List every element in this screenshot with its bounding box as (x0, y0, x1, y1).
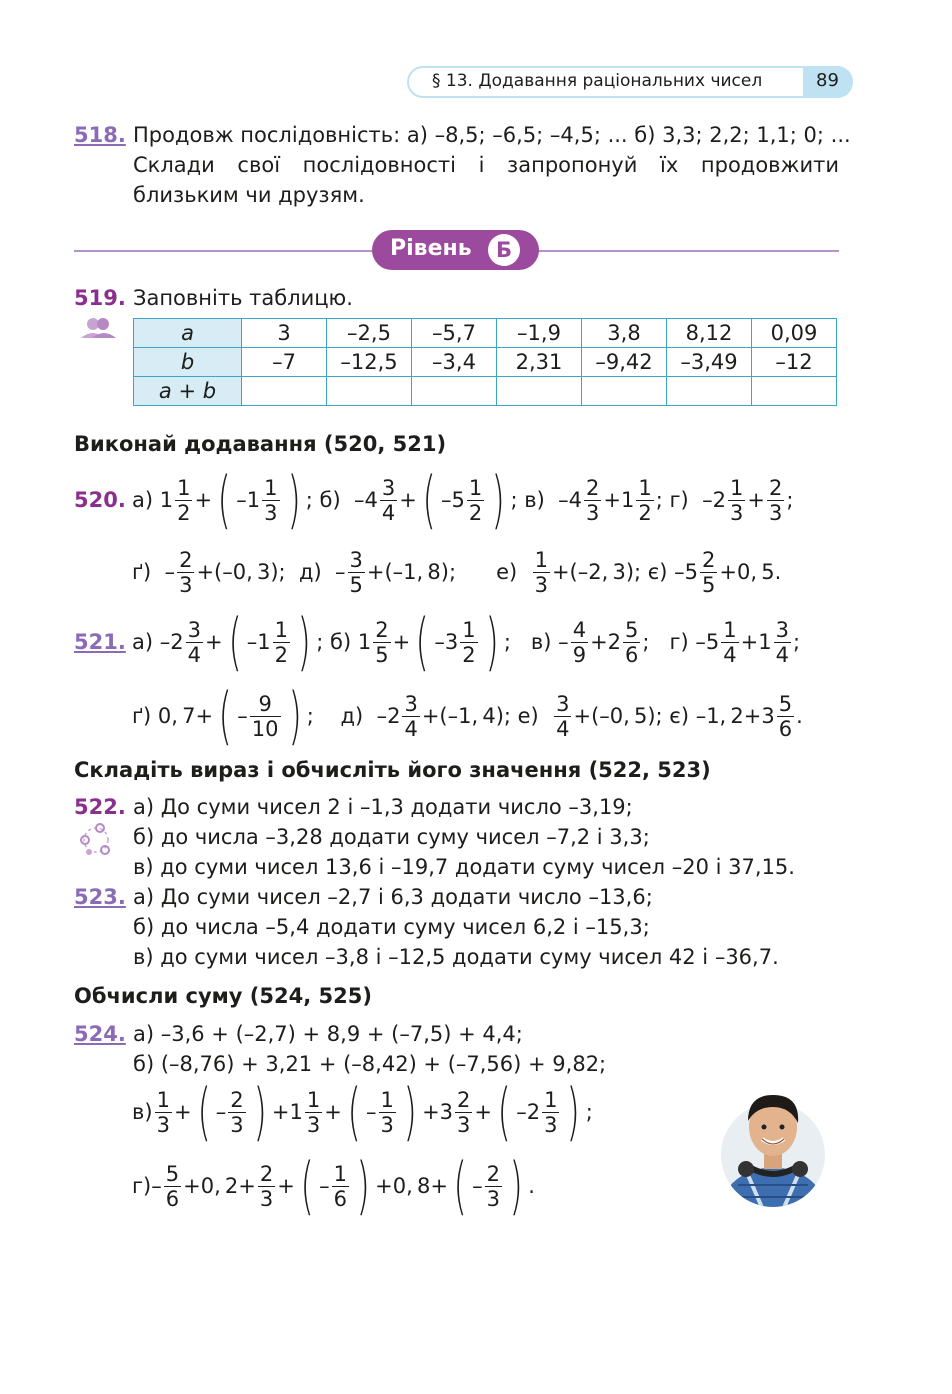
problem-524-b: б) (–8,76) + 3,21 + (–8,42) + (–7,56) + 9,82; (133, 1052, 607, 1076)
answer-cell[interactable] (752, 377, 837, 406)
problem-524-a: а) –3,6 + (–2,7) + 8,9 + (–7,5) + 4,4; (133, 1022, 523, 1046)
answer-cell[interactable] (667, 377, 752, 406)
problem-524-d: г)– $\frac{5}{6}$ +0, 2+ $\frac{2}{3}$ + ( – $\frac{1}{6}$ ) +0, 8+ ( – $\frac{2}{3}$ ) . (132, 1149, 535, 1222)
group-work-icon (78, 822, 114, 858)
problem-518-line3: близьким чи друзям. (133, 183, 365, 207)
table-cell: 2,31 (497, 348, 582, 377)
answer-cell[interactable] (242, 377, 327, 406)
answer-cell[interactable] (412, 377, 497, 406)
table-row (134, 348, 837, 377)
problem-522-b: б) до числа –3,28 додати суму чисел –7,2 і 3,3; (133, 825, 650, 849)
problem-519-number: 519. (74, 286, 126, 310)
table-cell: 3 (242, 319, 327, 348)
answer-cell[interactable] (327, 377, 412, 406)
row-a-label: a (134, 319, 242, 348)
answer-cell[interactable] (582, 377, 667, 406)
answer-cell[interactable] (497, 377, 582, 406)
table-cell: –9,42 (582, 348, 667, 377)
level-label: Рівень (390, 236, 472, 261)
table-cell: –3,4 (412, 348, 497, 377)
problem-520-number: 520. (74, 488, 126, 512)
problem-523-b: б) до числа –5,4 додати суму чисел 6,2 і –15,3; (133, 915, 650, 939)
table-cell: –12 (752, 348, 837, 377)
section-title-522-523: Складіть вираз і обчисліть його значення (522, 523) (74, 758, 711, 782)
level-letter: Б (488, 234, 520, 266)
page-number: 89 (816, 70, 839, 91)
header-title: § 13. Додавання раціональних чисел (432, 71, 763, 91)
problem-518-number: 518. (74, 123, 126, 147)
section-title-520-521: Виконай додавання (520, 521) (74, 432, 447, 456)
problem-519-table (133, 318, 837, 406)
table-cell: –5,7 (412, 319, 497, 348)
problem-518-line2: Склади свої послідовності і запропонуй їх продовжити (133, 153, 839, 177)
problem-522-a: а) До суми чисел 2 і –1,3 додати число –3,19; (133, 795, 633, 819)
problem-522-c: в) до суми чисел 13,6 і –19,7 додати суму чисел –20 і 37,15. (133, 855, 795, 879)
problem-520-row2: ґ) – $\frac{2}{3}$ +(–0, 3); д) – $\frac{3}{5}$ +(–1, 8); е) $\frac{1}{3}$ +(–2, 3); є) –5 $\frac{2}{5}$ +0, 5. (132, 547, 782, 597)
table-row (134, 377, 837, 406)
problem-521-row2: ґ) 0, 7+ ( – $\frac{9}{10}$ ) ; д) –2 $\frac{3}{4}$ +(–1, 4); е) $\frac{3}{4}$ +(–0, 5); є) –1, 2+3 $\frac{5}{6}$ . (132, 679, 803, 752)
problem-519-text: Заповніть таблицю. (133, 286, 353, 310)
table-cell: –2,5 (327, 319, 412, 348)
row-sum-label: a + b (134, 377, 242, 406)
problem-523-c: в) до суми чисел –3,8 і –12,5 додати суму чисел 42 і –36,7. (133, 945, 779, 969)
table-cell: –3,49 (667, 348, 752, 377)
problem-522-number: 522. (74, 795, 126, 819)
problem-521-row1: а) –2 $\frac{3}{4}$ + ( –1 $\frac{1}{2}$ ) ; б) 1 $\frac{2}{5}$ + ( –3 $\frac{1}{2}$ ) ; в) – $\frac{4}{9}$ +2 $\frac{5}{6}$ ; г) –5 $\frac{1}{4}$ +1 $\frac{3}{4}$ ; (132, 605, 801, 678)
boy-illustration (718, 1085, 828, 1210)
problem-518-line1: Продовж послідовність: а) –8,5; –6,5; –4,5; ... б) 3,3; 2,2; 1,1; 0; ... (133, 123, 851, 147)
problem-524-number: 524. (74, 1022, 126, 1046)
section-title-524-525: Обчисли суму (524, 525) (74, 984, 372, 1008)
table-cell: 8,12 (667, 319, 752, 348)
problem-524-c: в) $\frac{1}{3}$ + ( – $\frac{2}{3}$ ) +1 $\frac{1}{3}$ + ( – $\frac{1}{3}$ ) +3 $\frac{2}{3}$ + ( –2 $\frac{1}{3}$ ) ; (132, 1075, 593, 1148)
table-row (134, 319, 837, 348)
problem-521-number: 521. (74, 630, 126, 654)
table-cell: –12,5 (327, 348, 412, 377)
pair-work-icon (78, 316, 118, 340)
row-b-label: b (134, 348, 242, 377)
table-cell: 0,09 (752, 319, 837, 348)
table-cell: 3,8 (582, 319, 667, 348)
problem-520-row1: а) 1 $\frac{1}{2}$ + ( –1 $\frac{1}{3}$ ) ; б) –4 $\frac{3}{4}$ + ( –5 $\frac{1}{2}$ ) ; в) –4 $\frac{2}{3}$ +1 $\frac{1}{2}$ ; г) –2 $\frac{1}{3}$ + $\frac{2}{3}$ ; (132, 463, 794, 536)
problem-523-number: 523. (74, 885, 126, 909)
table-cell: –1,9 (497, 319, 582, 348)
table-cell: –7 (242, 348, 327, 377)
problem-523-a: а) До суми чисел –2,7 і 6,3 додати число –13,6; (133, 885, 653, 909)
